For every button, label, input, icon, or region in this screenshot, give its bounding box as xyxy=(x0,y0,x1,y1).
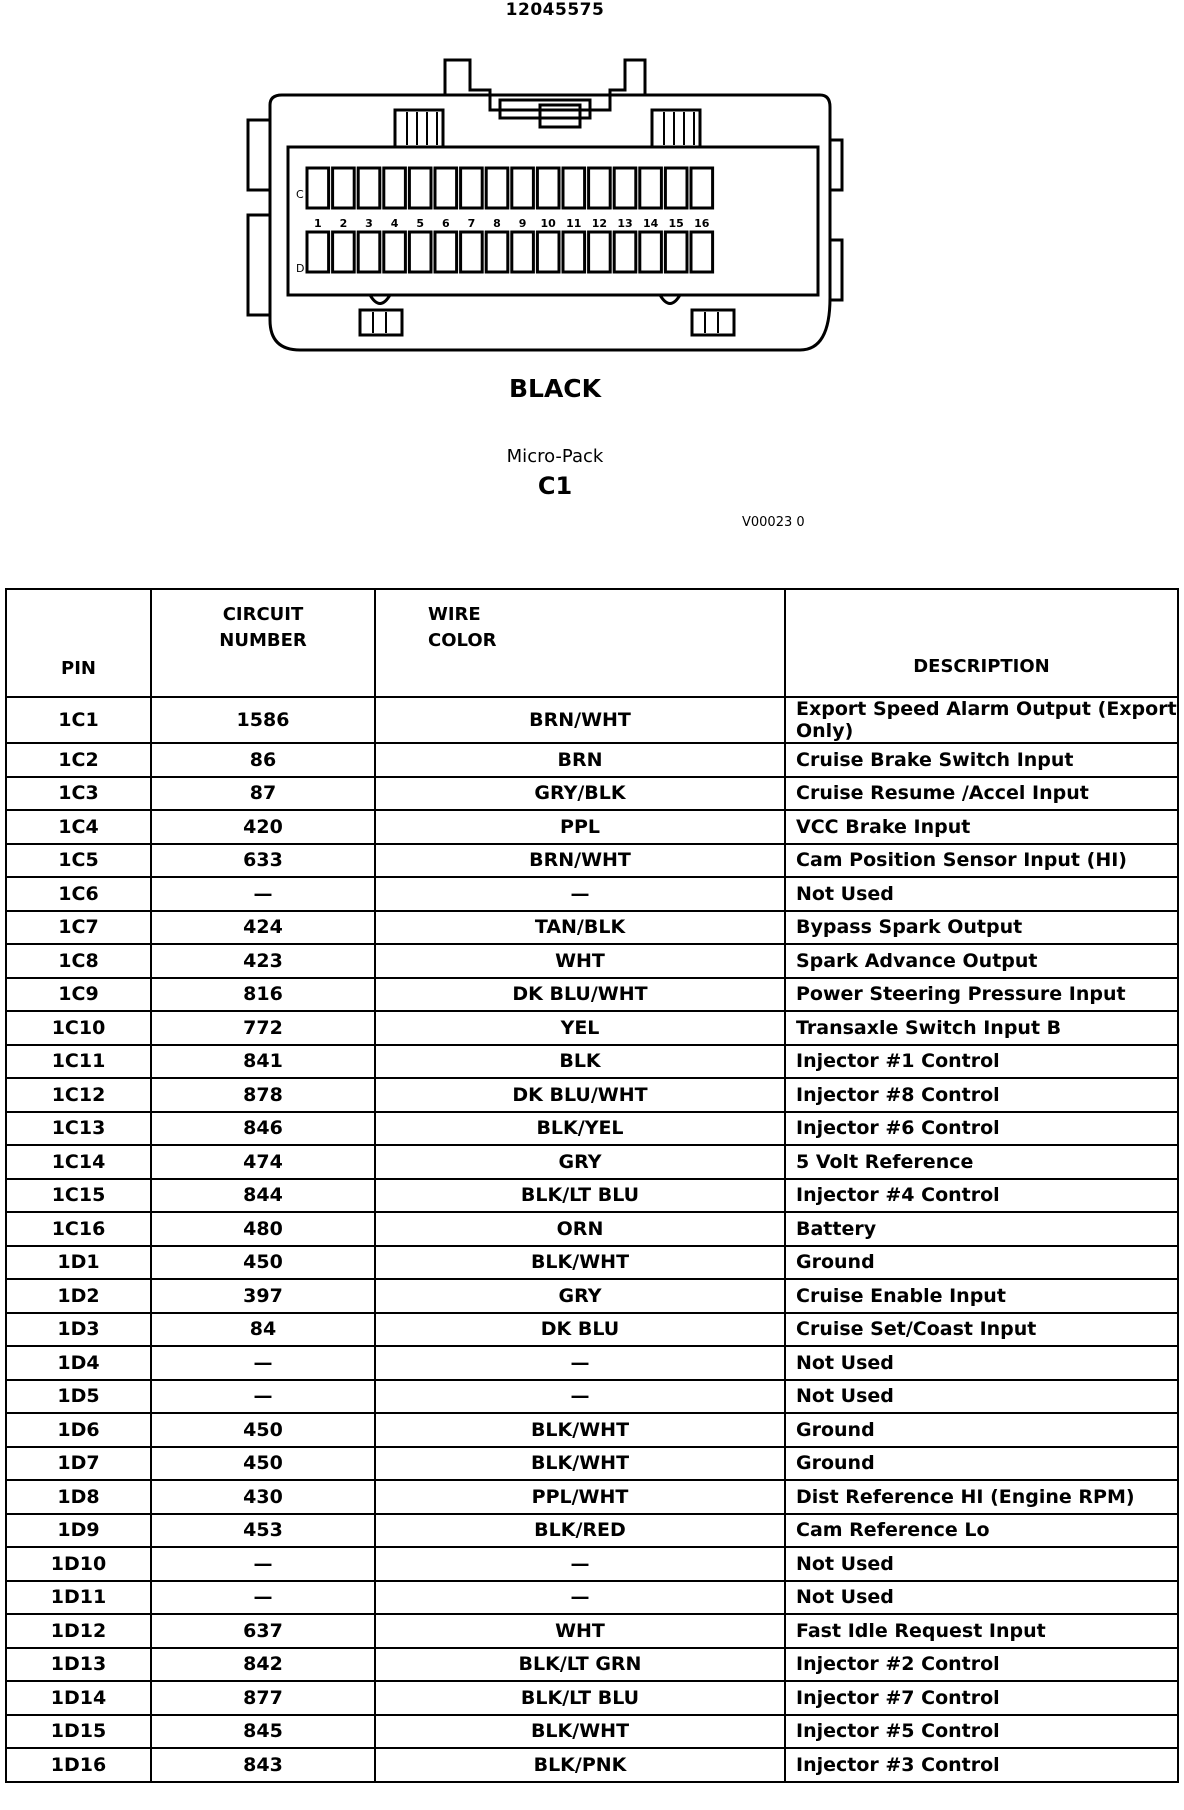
circuit-cell: 450 xyxy=(151,1447,375,1481)
pin-cell: 1C12 xyxy=(6,1078,151,1112)
circuit-cell: 84 xyxy=(151,1313,375,1347)
circuit-cell: 86 xyxy=(151,743,375,777)
description-cell: Cam Position Sensor Input (HI) xyxy=(785,844,1178,878)
table-header-row xyxy=(6,589,1178,697)
connector-color-label: BLACK xyxy=(508,374,602,403)
lock-left xyxy=(360,310,402,335)
wire-color-cell: BLK/LT BLU xyxy=(375,1681,785,1715)
cavity-c xyxy=(537,168,559,208)
cavity-c xyxy=(307,168,329,208)
header-circuit-line2: NUMBER xyxy=(219,630,307,651)
cavity-d xyxy=(384,232,406,272)
cavity-number: 12 xyxy=(591,217,608,230)
pin-cell: 1D2 xyxy=(6,1279,151,1313)
wire-color-cell: DK BLU/WHT xyxy=(375,1078,785,1112)
cavity-d xyxy=(307,232,329,272)
row-d-label: D xyxy=(296,262,305,275)
description-cell: Injector #1 Control xyxy=(785,1045,1178,1079)
description-cell: Spark Advance Output xyxy=(785,944,1178,978)
table-row xyxy=(6,1648,1178,1682)
table-row xyxy=(6,1112,1178,1146)
description-cell: Injector #4 Control xyxy=(785,1179,1178,1213)
cavity-d xyxy=(358,232,380,272)
table-row xyxy=(6,1514,1178,1548)
figure-code: V00023 0 xyxy=(742,515,805,530)
lock-right xyxy=(692,310,734,335)
wire-color-cell: BLK/LT BLU xyxy=(375,1179,785,1213)
table-row xyxy=(6,777,1178,811)
wire-color-cell: BLK/WHT xyxy=(375,1447,785,1481)
table-row xyxy=(6,1045,1178,1079)
cavity-number: 2 xyxy=(339,217,348,230)
cavity-d xyxy=(665,232,687,272)
circuit-cell: 474 xyxy=(151,1145,375,1179)
wire-color-cell: BRN xyxy=(375,743,785,777)
pin-cell: 1D11 xyxy=(6,1581,151,1615)
pin-cell: 1D14 xyxy=(6,1681,151,1715)
circuit-cell: 633 xyxy=(151,844,375,878)
cavity-number: 6 xyxy=(441,217,450,230)
circuit-cell: 637 xyxy=(151,1614,375,1648)
description-cell: Cruise Enable Input xyxy=(785,1279,1178,1313)
pin-cell: 1C16 xyxy=(6,1212,151,1246)
table-row xyxy=(6,978,1178,1012)
circuit-cell: 842 xyxy=(151,1648,375,1682)
description-cell: Fast Idle Request Input xyxy=(785,1614,1178,1648)
header-wire xyxy=(375,589,785,697)
circuit-cell: 87 xyxy=(151,777,375,811)
header-pin: PIN xyxy=(6,589,151,697)
wire-color-cell: TAN/BLK xyxy=(375,911,785,945)
table-row xyxy=(6,1246,1178,1280)
description-cell: Cruise Set/Coast Input xyxy=(785,1313,1178,1347)
pin-cell: 1C7 xyxy=(6,911,151,945)
circuit-cell: 844 xyxy=(151,1179,375,1213)
wire-color-cell: BLK/YEL xyxy=(375,1112,785,1146)
pin-cell: 1D15 xyxy=(6,1715,151,1749)
latch-ribs-left xyxy=(395,110,443,147)
cavity-d xyxy=(435,232,457,272)
cavity-d xyxy=(486,232,508,272)
description-cell: Injector #8 Control xyxy=(785,1078,1178,1112)
cavity-number: 11 xyxy=(566,217,582,230)
cavity-row-d xyxy=(307,232,713,272)
header-wire-line2: COLOR xyxy=(428,630,497,651)
cavity-numbers xyxy=(314,217,710,230)
pin-cell: 1D10 xyxy=(6,1547,151,1581)
description-cell: Bypass Spark Output xyxy=(785,911,1178,945)
description-cell: Not Used xyxy=(785,877,1178,911)
pinout-table xyxy=(5,588,1179,1783)
cavity-d xyxy=(640,232,662,272)
circuit-cell: — xyxy=(151,1346,375,1380)
pin-cell: 1D5 xyxy=(6,1380,151,1414)
circuit-cell: 430 xyxy=(151,1480,375,1514)
cavity-number: 1 xyxy=(313,217,322,230)
wire-color-cell: ORN xyxy=(375,1212,785,1246)
table-row xyxy=(6,1748,1178,1782)
connector-diagram xyxy=(240,50,860,360)
wire-color-cell: BLK xyxy=(375,1045,785,1079)
cavity-d xyxy=(614,232,636,272)
cavity-number: 10 xyxy=(540,217,556,230)
description-cell: Injector #2 Control xyxy=(785,1648,1178,1682)
cavity-c xyxy=(512,168,534,208)
description-cell: Ground xyxy=(785,1413,1178,1447)
cavity-c xyxy=(486,168,508,208)
pin-cell: 1C2 xyxy=(6,743,151,777)
table-row xyxy=(6,1078,1178,1112)
table-row xyxy=(6,1212,1178,1246)
wire-color-cell: BLK/PNK xyxy=(375,1748,785,1782)
cavity-c xyxy=(409,168,431,208)
header-description: DESCRIPTION xyxy=(785,589,1178,697)
cavity-c xyxy=(614,168,636,208)
wire-color-cell: YEL xyxy=(375,1011,785,1045)
description-cell: Transaxle Switch Input B xyxy=(785,1011,1178,1045)
table-row xyxy=(6,1447,1178,1481)
table-row xyxy=(6,1413,1178,1447)
table-row xyxy=(6,1011,1178,1045)
pin-cell: 1D7 xyxy=(6,1447,151,1481)
cavity-number: 3 xyxy=(365,217,373,230)
wire-color-cell: — xyxy=(375,1380,785,1414)
table-row xyxy=(6,844,1178,878)
cavity-c xyxy=(358,168,380,208)
table-row xyxy=(6,911,1178,945)
pin-cell: 1D4 xyxy=(6,1346,151,1380)
header-circuit xyxy=(151,589,375,697)
cavity-number: 4 xyxy=(390,217,399,230)
description-cell: Not Used xyxy=(785,1380,1178,1414)
pin-cell: 1C9 xyxy=(6,978,151,1012)
connector-type-label: Micro-Pack xyxy=(506,446,604,467)
wire-color-cell: GRY xyxy=(375,1279,785,1313)
cavity-c xyxy=(589,168,611,208)
table-row xyxy=(6,1313,1178,1347)
cavity-d xyxy=(333,232,355,272)
table-row xyxy=(6,1715,1178,1749)
wire-color-cell: BLK/LT GRN xyxy=(375,1648,785,1682)
circuit-cell: 420 xyxy=(151,810,375,844)
cavity-number: 16 xyxy=(694,217,710,230)
part-number: 12045575 xyxy=(505,0,605,20)
cavity-number: 9 xyxy=(518,217,527,230)
cavity-c xyxy=(665,168,687,208)
wire-color-cell: BLK/WHT xyxy=(375,1413,785,1447)
wire-color-cell: WHT xyxy=(375,1614,785,1648)
circuit-cell: 845 xyxy=(151,1715,375,1749)
description-cell: VCC Brake Input xyxy=(785,810,1178,844)
description-cell: Cam Reference Lo xyxy=(785,1514,1178,1548)
description-cell: Injector #5 Control xyxy=(785,1715,1178,1749)
pin-cell: 1C14 xyxy=(6,1145,151,1179)
wire-color-cell: DK BLU xyxy=(375,1313,785,1347)
cavity-number: 7 xyxy=(467,217,476,230)
circuit-cell: 397 xyxy=(151,1279,375,1313)
description-cell: Cruise Brake Switch Input xyxy=(785,743,1178,777)
latch-ribs-right xyxy=(652,110,700,147)
wire-color-cell: PPL xyxy=(375,810,785,844)
pin-cell: 1D13 xyxy=(6,1648,151,1682)
circuit-cell: 772 xyxy=(151,1011,375,1045)
wire-color-cell: BLK/WHT xyxy=(375,1246,785,1280)
left-tab-upper xyxy=(248,120,270,190)
cavity-c xyxy=(461,168,483,208)
table-row xyxy=(6,697,1178,743)
right-tab-lower xyxy=(830,240,842,300)
pin-cell: 1C11 xyxy=(6,1045,151,1079)
circuit-cell: — xyxy=(151,1581,375,1615)
pin-cell: 1C1 xyxy=(6,697,151,743)
description-cell: Injector #3 Control xyxy=(785,1748,1178,1782)
circuit-cell: 816 xyxy=(151,978,375,1012)
circuit-cell: — xyxy=(151,1380,375,1414)
description-cell: Injector #7 Control xyxy=(785,1681,1178,1715)
circuit-cell: 841 xyxy=(151,1045,375,1079)
pin-cell: 1D12 xyxy=(6,1614,151,1648)
latch xyxy=(445,60,645,110)
cavity-c xyxy=(384,168,406,208)
description-cell: Cruise Resume /Accel Input xyxy=(785,777,1178,811)
cavity-number: 15 xyxy=(668,217,684,230)
cavity-c xyxy=(435,168,457,208)
right-tab-upper xyxy=(830,140,842,190)
table-row xyxy=(6,1179,1178,1213)
wire-color-cell: BLK/RED xyxy=(375,1514,785,1548)
table-row xyxy=(6,877,1178,911)
table-row xyxy=(6,1480,1178,1514)
cavity-number: 5 xyxy=(416,217,425,230)
circuit-cell: — xyxy=(151,1547,375,1581)
wire-color-cell: BRN/WHT xyxy=(375,697,785,743)
cavity-c xyxy=(691,168,713,208)
pin-cell: 1C5 xyxy=(6,844,151,878)
circuit-cell: 453 xyxy=(151,1514,375,1548)
cavity-d xyxy=(691,232,713,272)
circuit-cell: 877 xyxy=(151,1681,375,1715)
cavity-d xyxy=(537,232,559,272)
table-row xyxy=(6,1581,1178,1615)
description-cell: Not Used xyxy=(785,1547,1178,1581)
table-row xyxy=(6,1380,1178,1414)
left-tab-lower xyxy=(248,215,270,315)
pin-cell: 1C4 xyxy=(6,810,151,844)
cavity-c xyxy=(333,168,355,208)
wire-color-cell: — xyxy=(375,1547,785,1581)
wire-color-cell: WHT xyxy=(375,944,785,978)
circuit-cell: — xyxy=(151,877,375,911)
description-cell: Injector #6 Control xyxy=(785,1112,1178,1146)
cavity-number: 14 xyxy=(642,217,659,230)
circuit-cell: 843 xyxy=(151,1748,375,1782)
pin-cell: 1C8 xyxy=(6,944,151,978)
circuit-cell: 450 xyxy=(151,1246,375,1280)
pin-cell: 1D8 xyxy=(6,1480,151,1514)
table-row xyxy=(6,1145,1178,1179)
pin-cell: 1C13 xyxy=(6,1112,151,1146)
circuit-cell: 450 xyxy=(151,1413,375,1447)
description-cell: Not Used xyxy=(785,1581,1178,1615)
description-cell: Not Used xyxy=(785,1346,1178,1380)
cavity-number: 13 xyxy=(617,217,633,230)
pin-cell: 1C3 xyxy=(6,777,151,811)
description-cell: Power Steering Pressure Input xyxy=(785,978,1178,1012)
pin-cell: 1C15 xyxy=(6,1179,151,1213)
description-cell: Dist Reference HI (Engine RPM) xyxy=(785,1480,1178,1514)
circuit-cell: 480 xyxy=(151,1212,375,1246)
cavity-c xyxy=(563,168,585,208)
cavity-d xyxy=(563,232,585,272)
circuit-cell: 846 xyxy=(151,1112,375,1146)
table-row xyxy=(6,1547,1178,1581)
wire-color-cell: — xyxy=(375,877,785,911)
cavity-row-c xyxy=(307,168,713,208)
wire-color-cell: BLK/WHT xyxy=(375,1715,785,1749)
table-row xyxy=(6,743,1178,777)
description-cell: Ground xyxy=(785,1246,1178,1280)
circuit-cell: 424 xyxy=(151,911,375,945)
wire-color-cell: DK BLU/WHT xyxy=(375,978,785,1012)
connector-id: C1 xyxy=(537,472,573,500)
wire-color-cell: PPL/WHT xyxy=(375,1480,785,1514)
pin-cell: 1C10 xyxy=(6,1011,151,1045)
table-row xyxy=(6,810,1178,844)
pin-cell: 1D9 xyxy=(6,1514,151,1548)
header-wire-line1: WIRE xyxy=(428,604,481,625)
pin-cell: 1D1 xyxy=(6,1246,151,1280)
cavity-number: 8 xyxy=(493,217,501,230)
table-row xyxy=(6,1346,1178,1380)
circuit-cell: 1586 xyxy=(151,697,375,743)
description-cell: Export Speed Alarm Output (Export Only) xyxy=(785,697,1178,743)
wire-color-cell: — xyxy=(375,1581,785,1615)
wire-color-cell: GRY/BLK xyxy=(375,777,785,811)
description-cell: Battery xyxy=(785,1212,1178,1246)
cavity-d xyxy=(409,232,431,272)
circuit-cell: 878 xyxy=(151,1078,375,1112)
row-c-label: C xyxy=(296,188,304,201)
table-row xyxy=(6,1279,1178,1313)
cavity-d xyxy=(589,232,611,272)
description-cell: 5 Volt Reference xyxy=(785,1145,1178,1179)
cavity-c xyxy=(640,168,662,208)
pin-cell: 1D6 xyxy=(6,1413,151,1447)
header-circuit-line1: CIRCUIT xyxy=(222,604,304,625)
cavity-d xyxy=(512,232,534,272)
circuit-cell: 423 xyxy=(151,944,375,978)
table-row xyxy=(6,1681,1178,1715)
table-row xyxy=(6,1614,1178,1648)
cavity-d xyxy=(461,232,483,272)
wire-color-cell: BRN/WHT xyxy=(375,844,785,878)
description-cell: Ground xyxy=(785,1447,1178,1481)
pin-cell: 1C6 xyxy=(6,877,151,911)
pin-cell: 1D16 xyxy=(6,1748,151,1782)
wire-color-cell: GRY xyxy=(375,1145,785,1179)
pin-cell: 1D3 xyxy=(6,1313,151,1347)
wire-color-cell: — xyxy=(375,1346,785,1380)
table-row xyxy=(6,944,1178,978)
